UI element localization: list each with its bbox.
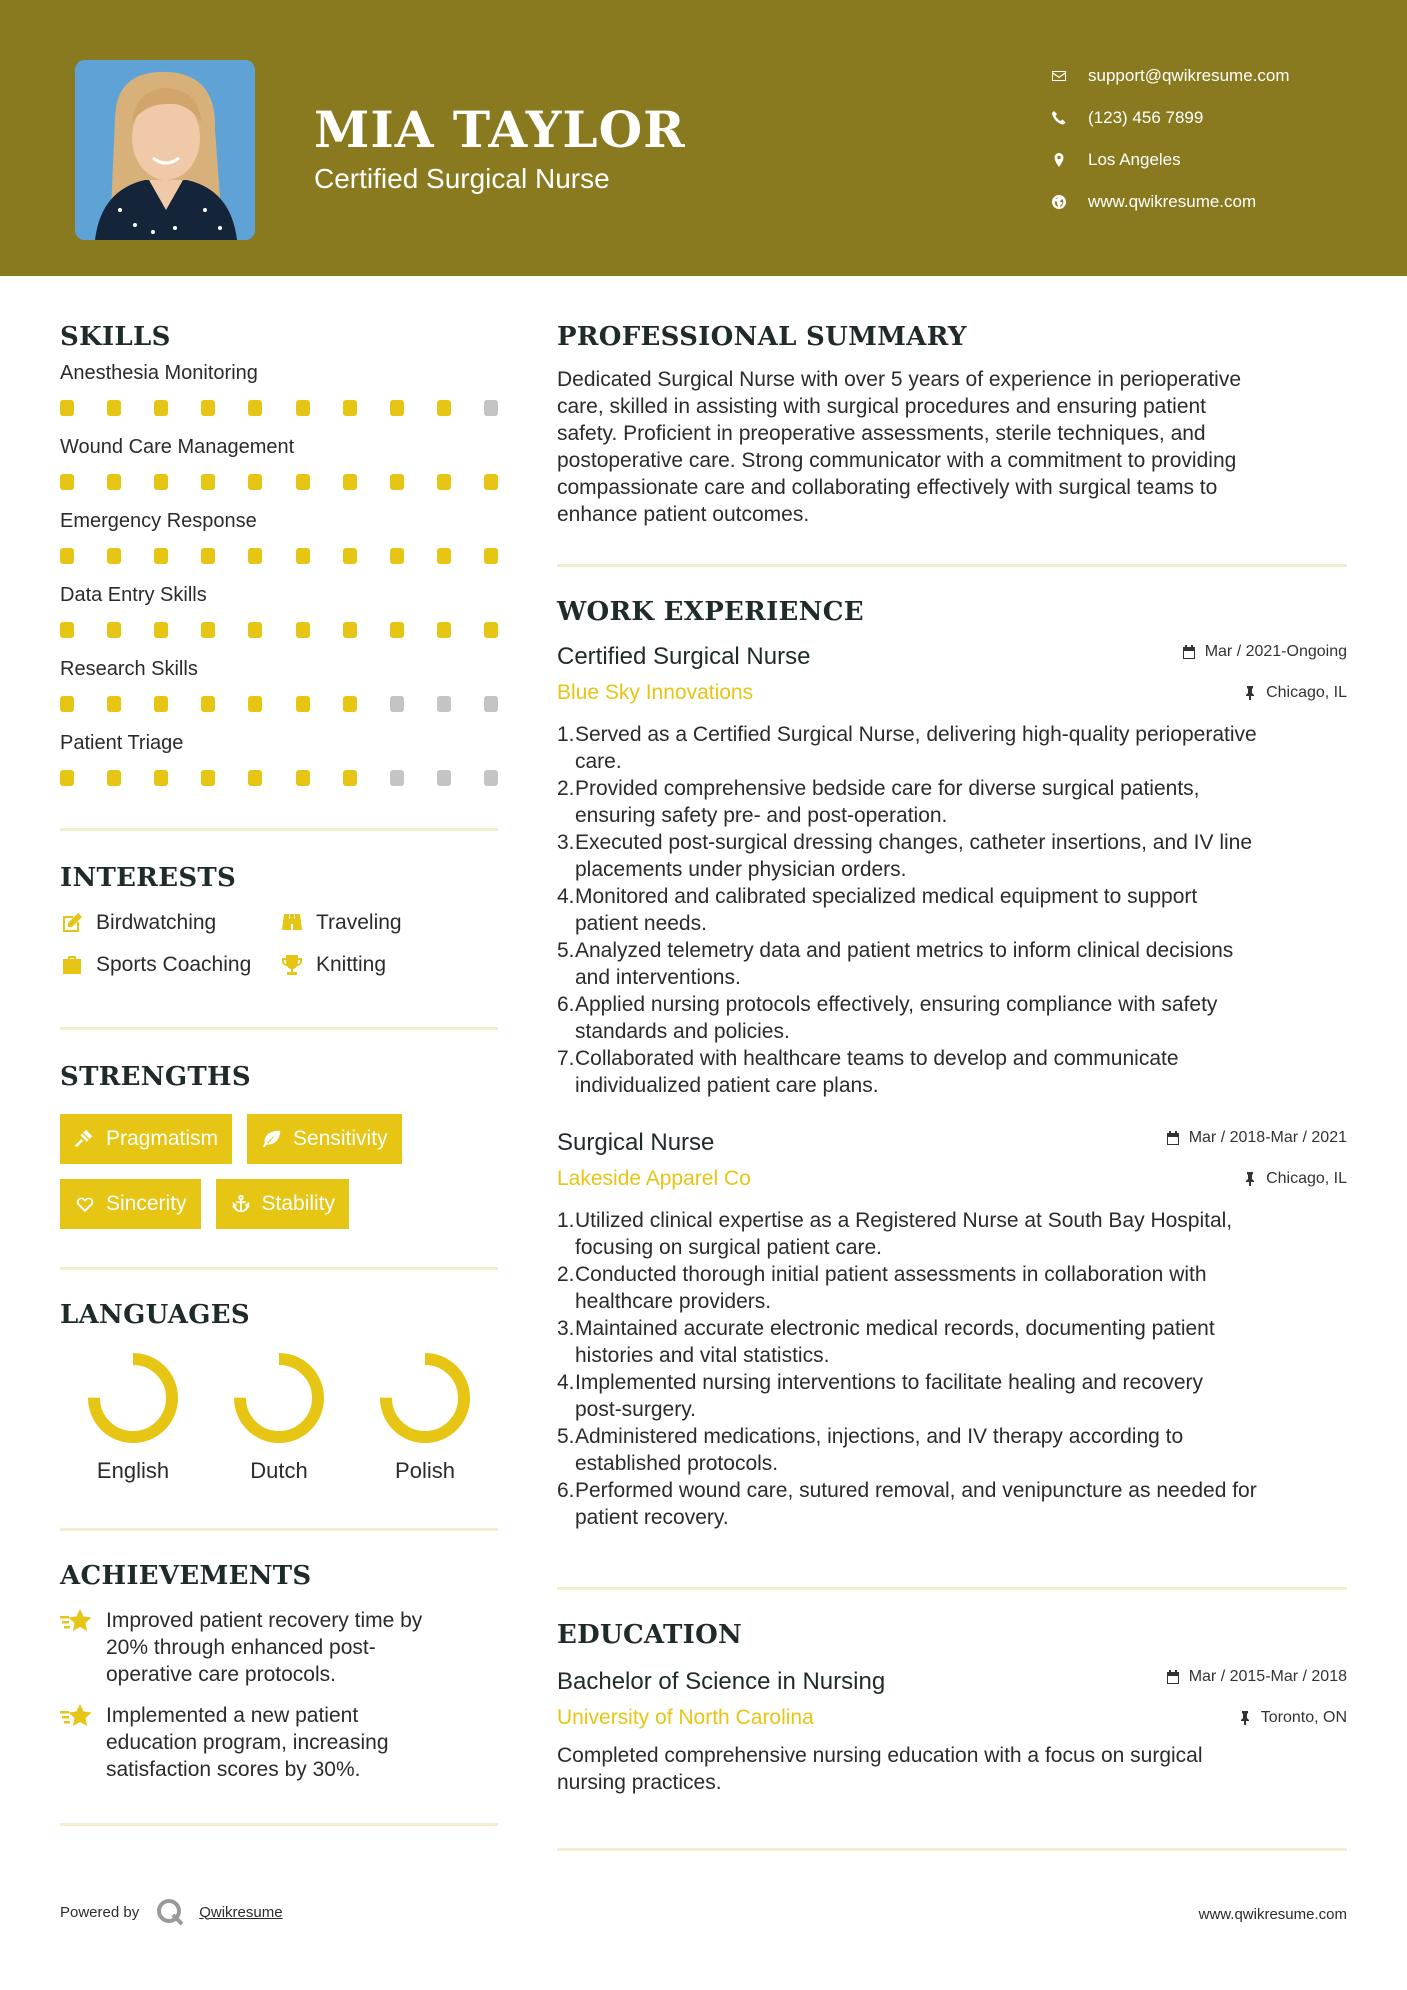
skill-dot xyxy=(154,400,168,416)
strength-label: Sensitivity xyxy=(293,1127,388,1150)
bullet-line: Applied nursing protocols effectively, ensuring compliance with safety xyxy=(575,993,1218,1016)
skill-level-meter xyxy=(60,400,498,416)
bullet-number: 3. xyxy=(557,831,575,854)
contact-location xyxy=(1050,139,1290,181)
contact-website[interactable] xyxy=(1050,181,1290,223)
interest-label: Knitting xyxy=(316,953,387,976)
skill-dot xyxy=(201,548,215,564)
job-bullet xyxy=(557,1045,1347,1099)
skill-name: Data Entry Skills xyxy=(60,584,207,606)
skill-dot xyxy=(437,400,451,416)
skill-dot xyxy=(107,696,121,712)
profile-photo xyxy=(75,60,255,240)
achievement-line: Implemented a new patient xyxy=(106,1704,359,1727)
contact-list xyxy=(1050,55,1290,223)
pushpin-icon xyxy=(1237,1710,1253,1726)
language-name: Dutch xyxy=(250,1458,308,1483)
bullet-number: 5. xyxy=(557,1425,575,1448)
skill-dot xyxy=(484,548,498,564)
binoculars-icon xyxy=(280,911,304,935)
skill-dot xyxy=(343,622,357,638)
bullet-text xyxy=(575,1423,1183,1477)
left-column xyxy=(60,322,498,1826)
skill-dot xyxy=(437,548,451,564)
bullet-line: Provided comprehensive bedside care for diverse surgical patients, xyxy=(575,777,1200,800)
strengths-list xyxy=(60,1114,490,1229)
interest-item xyxy=(280,953,480,977)
bullet-line: Served as a Certified Surgical Nurse, delivering high-quality perioperative xyxy=(575,723,1257,746)
anchor-icon xyxy=(230,1193,252,1215)
languages-heading: LANGUAGES xyxy=(60,1300,250,1330)
skill-dot xyxy=(60,770,74,786)
achievement-line: Improved patient recovery time by xyxy=(106,1609,423,1632)
section-divider xyxy=(557,1587,1347,1590)
leaf-icon xyxy=(261,1128,283,1150)
strength-tag xyxy=(216,1179,350,1229)
languages-list xyxy=(60,1352,498,1484)
skill-dot xyxy=(107,400,121,416)
bullet-line: Administered medications, injections, and IV therapy according to xyxy=(575,1425,1184,1448)
skill-dot xyxy=(201,770,215,786)
achievement-item xyxy=(60,1702,498,1783)
bullet-number: 4. xyxy=(557,885,575,908)
job-bullet xyxy=(557,721,1347,775)
skill-dot xyxy=(343,548,357,564)
bullet-number: 4. xyxy=(557,1371,575,1394)
education-line: Completed comprehensive nursing education with a focus on surgical xyxy=(557,1744,1203,1767)
job-bullet xyxy=(557,1477,1347,1531)
job-entry xyxy=(557,1129,1347,1531)
section-divider xyxy=(557,564,1347,567)
bullet-line: Executed post-surgical dressing changes, catheter insertions, and IV line xyxy=(575,831,1253,854)
skill-dot xyxy=(154,474,168,490)
pushpin-icon xyxy=(1242,1171,1258,1187)
job-bullets xyxy=(557,1207,1347,1531)
bullet-number: 5. xyxy=(557,939,575,962)
bullet-text xyxy=(575,1477,1257,1531)
achievement-item xyxy=(60,1607,498,1688)
skill-dot xyxy=(248,548,262,564)
interests-heading: INTERESTS xyxy=(60,863,237,893)
pushpin-icon xyxy=(1242,685,1258,701)
summary-line: compassionate care and collaborating effectively with surgical teams to xyxy=(557,476,1218,499)
contact-website-text: www.qwikresume.com xyxy=(1088,192,1257,211)
bullet-line: Collaborated with healthcare teams to develop and communicate xyxy=(575,1047,1179,1070)
company-name: Lakeside Apparel Co xyxy=(557,1167,751,1190)
skill-item xyxy=(60,658,498,712)
section-divider xyxy=(60,1823,498,1826)
summary-line: postoperative care. Strong communicator with a commitment to providing xyxy=(557,449,1237,472)
bullet-line: histories and vital statistics. xyxy=(575,1344,830,1367)
job-location-text: Chicago, IL xyxy=(1266,1170,1347,1187)
gavel-icon xyxy=(74,1128,96,1150)
contact-phone-text: (123) 456 7899 xyxy=(1088,108,1204,127)
bullet-line: post-surgery. xyxy=(575,1398,696,1421)
bullet-text xyxy=(575,1369,1203,1423)
achievement-text xyxy=(106,1607,422,1688)
strengths-heading: STRENGTHS xyxy=(60,1062,251,1092)
contact-location-text: Los Angeles xyxy=(1088,150,1181,169)
summary-line: enhance patient outcomes. xyxy=(557,503,810,526)
job-entry xyxy=(557,643,1347,1099)
jobs-list xyxy=(557,643,1347,1531)
section-divider xyxy=(60,1027,498,1030)
star-icon xyxy=(60,1702,94,1732)
strength-label: Pragmatism xyxy=(106,1127,219,1150)
job-bullet xyxy=(557,991,1347,1045)
job-bullet xyxy=(557,775,1347,829)
skill-dot xyxy=(484,474,498,490)
bullet-number: 2. xyxy=(557,1263,575,1286)
contact-phone[interactable] xyxy=(1050,97,1290,139)
bullet-text xyxy=(575,991,1217,1045)
right-column xyxy=(557,322,1347,1851)
bullet-line: Monitored and calibrated specialized medical equipment to support xyxy=(575,885,1198,908)
skill-level-meter xyxy=(60,548,498,564)
job-bullet xyxy=(557,1261,1347,1315)
job-dates xyxy=(1165,1129,1347,1147)
summary-heading: PROFESSIONAL SUMMARY xyxy=(557,322,967,352)
skill-dot xyxy=(390,400,404,416)
skill-dot xyxy=(60,474,74,490)
skill-dot xyxy=(437,474,451,490)
summary-line: Dedicated Surgical Nurse with over 5 years of experience in perioperative xyxy=(557,368,1242,391)
skill-dot xyxy=(60,400,74,416)
globe-icon xyxy=(1050,193,1068,211)
bullet-line: established protocols. xyxy=(575,1452,779,1475)
strength-tag xyxy=(60,1179,201,1229)
skill-dot xyxy=(390,770,404,786)
job-title: Certified Surgical Nurse xyxy=(557,643,811,670)
skill-name: Anesthesia Monitoring xyxy=(60,362,258,384)
achievement-line: satisfaction scores by 30%. xyxy=(106,1758,361,1781)
bullet-text xyxy=(575,775,1200,829)
skill-dot xyxy=(296,548,310,564)
job-bullet xyxy=(557,937,1347,991)
education-location-text: Toronto, ON xyxy=(1260,1709,1347,1726)
bullet-line: Performed wound care, sutured removal, and venipuncture as needed for xyxy=(575,1479,1257,1502)
achievements-heading: ACHIEVEMENTS xyxy=(60,1561,312,1591)
heart-icon xyxy=(74,1193,96,1215)
summary-line: safety. Proficient in preoperative assessments, sterile techniques, and xyxy=(557,422,1206,445)
bullet-line: Analyzed telemetry data and patient metrics to inform clinical decisions xyxy=(575,939,1234,962)
language-level-ring xyxy=(87,1352,179,1444)
footer-website[interactable]: www.qwikresume.com xyxy=(1198,1906,1347,1923)
skill-dot xyxy=(248,770,262,786)
summary-text xyxy=(557,366,1347,528)
job-bullet xyxy=(557,883,1347,937)
skills-heading: SKILLS xyxy=(60,322,171,352)
skill-dot xyxy=(201,696,215,712)
education-location xyxy=(1237,1709,1347,1727)
skill-dot xyxy=(390,474,404,490)
skill-dot xyxy=(437,770,451,786)
bullet-text xyxy=(575,1207,1232,1261)
languages-section xyxy=(60,1300,498,1484)
strength-label: Stability xyxy=(261,1192,336,1215)
qwikresume-logo-icon xyxy=(155,1897,185,1927)
achievements-list xyxy=(60,1607,498,1783)
skill-dot xyxy=(201,474,215,490)
bullet-number: 1. xyxy=(557,1209,575,1232)
skill-dot xyxy=(107,622,121,638)
job-location xyxy=(1242,684,1347,702)
skill-dot xyxy=(296,622,310,638)
education-entry xyxy=(557,1668,1347,1796)
brand-link[interactable]: Qwikresume xyxy=(199,1903,283,1921)
skill-dot xyxy=(390,696,404,712)
skills-section xyxy=(60,322,498,786)
candidate-name: MIA TAYLOR xyxy=(314,100,686,159)
interest-label: Sports Coaching xyxy=(96,953,252,976)
bullet-line: Conducted thorough initial patient assessments in collaboration with xyxy=(575,1263,1207,1286)
resume-header xyxy=(0,0,1407,276)
bullet-line: Maintained accurate electronic medical records, documenting patient xyxy=(575,1317,1215,1340)
skill-level-meter xyxy=(60,696,498,712)
skill-dot xyxy=(343,400,357,416)
bullet-line: ensuring safety pre- and post-operation. xyxy=(575,804,948,827)
bullet-line: patient recovery. xyxy=(575,1506,729,1529)
skill-dot xyxy=(60,548,74,564)
bullet-text xyxy=(575,883,1197,937)
skill-dot xyxy=(343,474,357,490)
skill-dot xyxy=(107,474,121,490)
section-divider xyxy=(557,1848,1347,1851)
skill-dot xyxy=(60,696,74,712)
bullet-number: 7. xyxy=(557,1047,575,1070)
bullet-number: 3. xyxy=(557,1317,575,1340)
skill-dot xyxy=(484,622,498,638)
language-item xyxy=(60,1352,206,1484)
skill-dot xyxy=(296,474,310,490)
job-bullet xyxy=(557,1207,1347,1261)
interests-list xyxy=(60,911,498,977)
envelope-icon xyxy=(1050,67,1068,85)
bullet-line: individualized patient care plans. xyxy=(575,1074,879,1097)
bullet-text xyxy=(575,829,1252,883)
education-line: nursing practices. xyxy=(557,1771,722,1794)
job-bullet xyxy=(557,1369,1347,1423)
skill-item xyxy=(60,510,498,564)
degree-title: Bachelor of Science in Nursing xyxy=(557,1668,886,1695)
strength-tag xyxy=(60,1114,232,1164)
skill-dot xyxy=(390,548,404,564)
job-title: Surgical Nurse xyxy=(557,1129,715,1156)
skill-dot xyxy=(107,548,121,564)
bullet-number: 1. xyxy=(557,723,575,746)
skill-item xyxy=(60,436,498,490)
candidate-title: Certified Surgical Nurse xyxy=(314,163,610,194)
strengths-section xyxy=(60,1062,498,1229)
powered-by-text: Powered by xyxy=(60,1903,140,1921)
trophy-icon xyxy=(280,953,304,977)
achievement-text xyxy=(106,1702,389,1783)
job-dates xyxy=(1181,643,1347,661)
star-icon xyxy=(60,1607,94,1637)
skill-dot xyxy=(390,622,404,638)
job-bullets xyxy=(557,721,1347,1099)
job-bullet xyxy=(557,829,1347,883)
experience-section xyxy=(557,597,1347,1531)
calendar-icon xyxy=(1165,1130,1181,1146)
language-item xyxy=(352,1352,498,1484)
bullet-line: standards and policies. xyxy=(575,1020,790,1043)
bullet-line: Utilized clinical expertise as a Registered Nurse at South Bay Hospital, xyxy=(575,1209,1233,1232)
job-dates-text: Mar / 2021-Ongoing xyxy=(1204,643,1347,660)
education-section xyxy=(557,1620,1347,1796)
bullet-text xyxy=(575,1261,1207,1315)
interest-item xyxy=(60,953,280,977)
skill-dot xyxy=(484,696,498,712)
skill-dot xyxy=(296,770,310,786)
skill-dot xyxy=(201,622,215,638)
skill-dot xyxy=(201,400,215,416)
phone-icon xyxy=(1050,109,1068,127)
interest-item xyxy=(280,911,480,935)
bullet-line: Implemented nursing interventions to facilitate healing and recovery xyxy=(575,1371,1204,1394)
bullet-text xyxy=(575,1045,1179,1099)
bullet-text xyxy=(575,937,1233,991)
skill-item xyxy=(60,584,498,638)
skill-dot xyxy=(437,696,451,712)
achievement-line: education program, increasing xyxy=(106,1731,389,1754)
interest-label: Traveling xyxy=(316,911,402,934)
education-dates-text: Mar / 2015-Mar / 2018 xyxy=(1188,1668,1347,1685)
skill-dot xyxy=(296,400,310,416)
skill-dot xyxy=(343,770,357,786)
skill-dot xyxy=(154,622,168,638)
interest-label: Birdwatching xyxy=(96,911,217,934)
education-dates xyxy=(1165,1668,1347,1686)
bullet-number: 2. xyxy=(557,777,575,800)
job-location xyxy=(1242,1170,1347,1188)
bullet-line: healthcare providers. xyxy=(575,1290,772,1313)
skill-item xyxy=(60,362,498,416)
skill-dot xyxy=(154,696,168,712)
language-level-ring xyxy=(379,1352,471,1444)
skill-item xyxy=(60,732,498,786)
achievement-line: 20% through enhanced post- xyxy=(106,1636,376,1659)
section-divider xyxy=(60,1528,498,1531)
skill-dot xyxy=(154,770,168,786)
education-heading: EDUCATION xyxy=(557,1620,743,1650)
strength-label: Sincerity xyxy=(106,1192,187,1215)
skill-dot xyxy=(343,696,357,712)
bullet-text xyxy=(575,721,1257,775)
language-name: English xyxy=(96,1458,170,1483)
bullet-line: patient needs. xyxy=(575,912,707,935)
calendar-icon xyxy=(1181,644,1197,660)
skill-dot xyxy=(437,622,451,638)
job-bullet xyxy=(557,1315,1347,1369)
summary-section xyxy=(557,322,1347,528)
skill-name: Patient Triage xyxy=(60,732,184,754)
skill-level-meter xyxy=(60,474,498,490)
briefcase-icon xyxy=(60,953,84,977)
bullet-line: and interventions. xyxy=(575,966,741,989)
contact-email-text: support@qwikresume.com xyxy=(1088,66,1290,85)
skill-dot xyxy=(484,400,498,416)
skill-dot xyxy=(296,696,310,712)
education-description xyxy=(557,1742,1347,1796)
language-name: Polish xyxy=(395,1458,455,1483)
skill-dot xyxy=(107,770,121,786)
company-name: Blue Sky Innovations xyxy=(557,681,754,704)
footer-powered-by xyxy=(60,1897,283,1927)
skill-dot xyxy=(248,474,262,490)
strength-tag xyxy=(247,1114,402,1164)
interests-section xyxy=(60,863,498,977)
job-dates-text: Mar / 2018-Mar / 2021 xyxy=(1188,1129,1347,1146)
language-item xyxy=(206,1352,352,1484)
skill-name: Emergency Response xyxy=(60,510,257,532)
skill-name: Research Skills xyxy=(60,658,198,680)
calendar-icon xyxy=(1165,1669,1181,1685)
bullet-number: 6. xyxy=(557,993,575,1016)
school-name: University of North Carolina xyxy=(557,1706,814,1729)
skill-dot xyxy=(154,548,168,564)
skill-dot xyxy=(248,696,262,712)
job-bullet xyxy=(557,1423,1347,1477)
skill-dot xyxy=(248,622,262,638)
achievements-section xyxy=(60,1561,498,1783)
bullet-number: 6. xyxy=(557,1479,575,1502)
skill-level-meter xyxy=(60,622,498,638)
job-location-text: Chicago, IL xyxy=(1266,684,1347,701)
profile-photo-image xyxy=(75,60,255,240)
contact-email[interactable] xyxy=(1050,55,1290,97)
skill-level-meter xyxy=(60,770,498,786)
bullet-line: placements under physician orders. xyxy=(575,858,907,881)
interest-item xyxy=(60,911,280,935)
skill-dot xyxy=(248,400,262,416)
bullet-line: care. xyxy=(575,750,622,773)
achievement-line: operative care protocols. xyxy=(106,1663,336,1686)
section-divider xyxy=(60,1267,498,1270)
map-pin-icon xyxy=(1050,151,1068,169)
bullet-text xyxy=(575,1315,1215,1369)
bullet-line: focusing on surgical patient care. xyxy=(575,1236,883,1259)
summary-line: care, skilled in assisting with surgical procedures and ensuring patient xyxy=(557,395,1207,418)
skill-name: Wound Care Management xyxy=(60,436,295,458)
skill-dot xyxy=(484,770,498,786)
experience-heading: WORK EXPERIENCE xyxy=(557,597,864,627)
language-level-ring xyxy=(233,1352,325,1444)
section-divider xyxy=(60,828,498,831)
skills-list xyxy=(60,362,498,786)
skill-dot xyxy=(60,622,74,638)
pencil-square-icon xyxy=(60,911,84,935)
